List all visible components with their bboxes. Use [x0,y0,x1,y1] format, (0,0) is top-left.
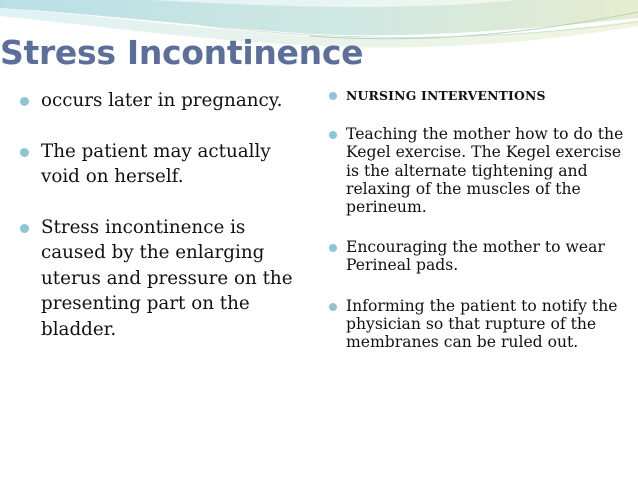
bullet-icon [20,224,29,233]
bullet-text: Teaching the mother how to do the Kegel exercise. The Kegel exercise is the alternate tightening and relaxing of the muscles of the perineum. [346,125,624,217]
right-bullet-list [329,86,629,351]
list-item [20,139,315,190]
list-item [329,125,629,216]
list-item [329,238,629,274]
bullet-icon [20,148,29,157]
bullet-icon [329,303,337,311]
list-item [20,215,315,343]
slide-title: Stress Incontinence [0,33,364,72]
list-item [329,297,629,352]
bullet-text: Encouraging the mother to wear Perineal pads. [346,238,605,275]
left-bullet-list [20,88,315,342]
bullet-icon [20,97,29,106]
bullet-icon [329,244,337,252]
bullet-text: occurs later in pregnancy. [41,90,283,111]
bullet-icon [329,131,337,139]
interventions-heading: NURSING INTERVENTIONS [346,88,546,103]
bullet-text: The patient may actually void on herself. [41,140,271,187]
bullet-icon [329,92,337,100]
list-item [329,86,629,105]
bullet-text: Informing the patient to notify the physician so that rupture of the membranes can be ruled out. [346,296,618,352]
bullet-text: Stress incontinence is caused by the enlarging uterus and pressure on the presenting part on the bladder. [41,216,293,340]
list-item [20,88,315,114]
